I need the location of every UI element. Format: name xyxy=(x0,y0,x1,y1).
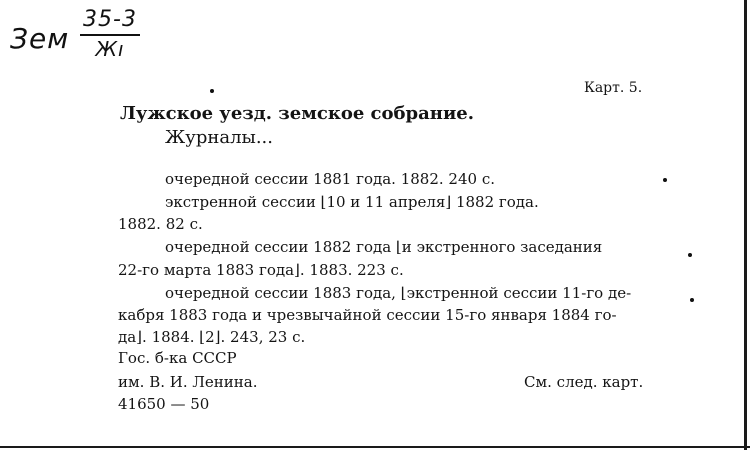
entry-line: очередной сессии 1881 года. 1882. 240 с. xyxy=(165,170,495,188)
entry-line: 22-го марта 1883 года⌋. 1883. 223 с. xyxy=(118,261,404,279)
entry-line: очередной сессии 1883 года, ⌊экстренной сессии 11-го де- xyxy=(165,284,632,302)
speck xyxy=(663,178,667,182)
entry-line: очередной сессии 1882 года ⌊и экстренного заседания xyxy=(165,238,603,256)
entry-line: кабря 1883 года и чрезвычайной сессии 15-го января 1884 го- xyxy=(118,306,617,324)
library-name: Гос. б-ка СССР xyxy=(118,349,237,367)
speck xyxy=(688,253,692,257)
fraction-bar xyxy=(80,34,140,36)
speck xyxy=(690,298,694,302)
speck xyxy=(210,89,214,93)
entry-line: 1882. 82 с. xyxy=(118,215,203,233)
card-title: Лужское уезд. земское собрание. xyxy=(120,103,475,124)
card-border-right xyxy=(744,0,747,450)
card-subtitle: Журналы... xyxy=(165,127,273,148)
handwritten-numerator: 35-3 xyxy=(83,7,137,32)
see-next-card: См. след. карт. xyxy=(524,373,644,391)
entry-line: да⌋. 1884. ⌊2⌋. 243, 23 с. xyxy=(118,328,306,346)
handwritten-shelf-fraction xyxy=(80,8,140,60)
inventory-number: 41650 — 50 xyxy=(118,395,210,413)
entry-line: экстренной сессии ⌊10 и 11 апреля⌋ 1882 года. xyxy=(165,193,539,211)
handwritten-shelf-label: Зем xyxy=(10,22,70,55)
card-border-bottom xyxy=(0,446,750,448)
handwritten-denominator: Жı xyxy=(95,37,125,61)
card-number: Карт. 5. xyxy=(584,80,643,96)
library-name-cont: им. В. И. Ленина. xyxy=(118,373,258,391)
